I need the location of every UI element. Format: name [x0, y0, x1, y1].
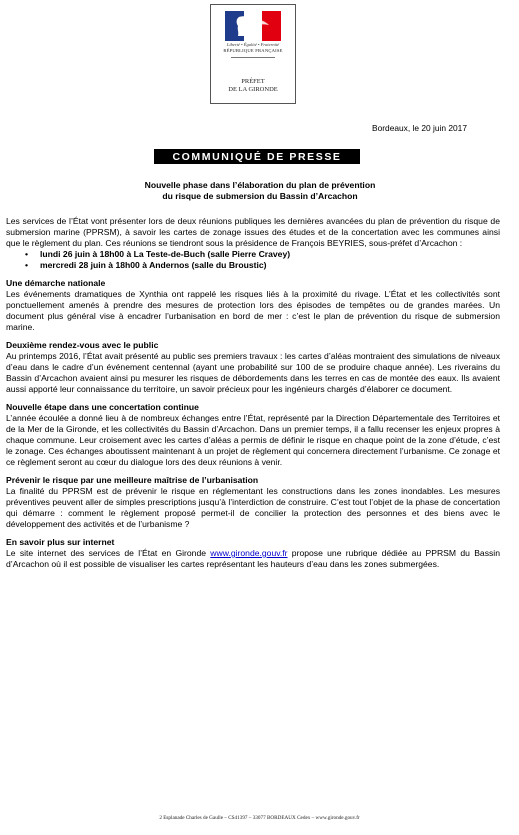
section-text: L’année écoulée a donné lieu à de nombreux échanges entre l’État, représenté par la Direction Départementale des Territoires et de la Mer de la Gironde, et les collectivités du Bassin d’Arcachon. Dans un premier temps, il a fallu recenser les enjeux propres à chaque commune. Leur croisement avec les cartes d’aléas a permis de définir le risque en chaque point de la zone d’étude, c’est le zonage. Ces échanges aboutissent maintenant à un projet de règlement qui concernera directement l’urbanisme. Ce zonage et ce règlement seront au cœur du dialogue lors des deux réunions à venir.: [6, 413, 500, 467]
section-text: [6, 548, 500, 570]
logo-divider: [231, 57, 275, 58]
more-info-text-before: Le site internet des services de l’État en Gironde: [6, 548, 211, 558]
republique-name: RÉPUBLIQUE FRANÇAISE: [223, 48, 283, 53]
footer-address: 2 Esplanade Charles de Gaulle – CS41397 – 33077 BORDEAUX Cedex – www.gironde.gouv.fr: [159, 815, 360, 821]
document-date: Bordeaux, le 20 juin 2017: [372, 123, 467, 133]
marianne-flag-icon: [225, 11, 281, 41]
prefet-department: DE LA GIRONDE: [228, 86, 278, 93]
press-release-body: [6, 216, 500, 570]
prefecture-logo: [210, 4, 296, 104]
section-title: Nouvelle étape dans une concertation continue: [6, 402, 199, 412]
section-title: Prévenir le risque par une meilleure maîtrise de l’urbanisation: [6, 475, 259, 485]
section-title: Une démarche nationale: [6, 278, 106, 288]
section-public-meeting: [6, 340, 500, 395]
meeting-item: • lundi 26 juin à 18h00 à La Teste-de-Buch (salle Pierre Cravey): [40, 249, 500, 260]
section-title: Deuxième rendez-vous avec le public: [6, 340, 159, 350]
section-text: La finalité du PPRSM est de prévenir le risque en réglementant les constructions dans les zones inondables. Les mesures préventives peuvent aller de simples prescriptions jusqu’à l’interdiction de construire. C’est tout l’objet de la phase de concertation qui démarre : comment le règlement proposé permet-il de concilier la protection des personnes et des biens avec le développement des activités et de l’urbanisme ?: [6, 486, 500, 529]
section-concertation: [6, 402, 500, 468]
meeting-item: • mercredi 28 juin à 18h00 à Andernos (salle du Broustic): [40, 260, 500, 271]
section-national: [6, 278, 500, 333]
republique-motto: Liberté • Égalité • Fraternité: [226, 42, 280, 47]
section-title: En savoir plus sur internet: [6, 537, 115, 547]
section-more-info: [6, 537, 500, 570]
gironde-website-link[interactable]: www.gironde.gouv.fr: [210, 548, 288, 558]
headline-line-2: du risque de submersion du Bassin d’Arcachon: [162, 191, 358, 201]
headline-line-1: Nouvelle phase dans l’élaboration du plan de prévention: [144, 180, 376, 190]
intro-paragraph: Les services de l’État vont présenter lors de deux réunions publiques les dernières avancées du plan de prévention du risque de submersion marine (PPRSM), à savoir les cartes de zonage issues des études et de la concertation avec les communes ainsi que le règlement du plan. Ces réunions se tiendront sous la présidence de François BEYRIES, sous-préfet d’Arcachon :: [6, 216, 500, 248]
section-urbanisation: [6, 475, 500, 530]
prefet-title: PRÉFET: [241, 78, 265, 85]
more-info-text-after: propose une rubrique dédiée au PPRSM du Bassin d’Arcachon où il est possible de visualiser les cartes représentant les hauteurs d’eau dans les zones submergées.: [6, 548, 500, 569]
meeting-list: [6, 249, 500, 271]
press-release-banner: COMMUNIQUÉ DE PRESSE: [154, 149, 360, 164]
section-text: Au printemps 2016, l’État avait présenté au public ses premiers travaux : les cartes d’aléas montraient des simulations de niveaux d’eau dans le cadre d’un événement centennal (ayant une probabilité sur 100 de se produire chaque année). Les riverains du Bassin d’Arcachon avaient ainsi pu mesurer les risques de débordements dans les terres en cas de montée des eaux. Ils avaient aussi apporté leur connaissance du territoire, un savoir précieux pour les ingénieurs chargés d’élaborer ce document.: [6, 351, 500, 394]
section-text: Les événements dramatiques de Xynthia ont rappelé les risques liés à la proximité du rivage. L’État et les collectivités sont ponctuellement amenés à prendre des mesures de protection lors des épisodes de tempêtes ou de grandes marées. Un document plus général vise à encadrer l’urbanisation en bord de mer : c’est le plan de prévention du risque de submersion marine.: [6, 289, 500, 332]
